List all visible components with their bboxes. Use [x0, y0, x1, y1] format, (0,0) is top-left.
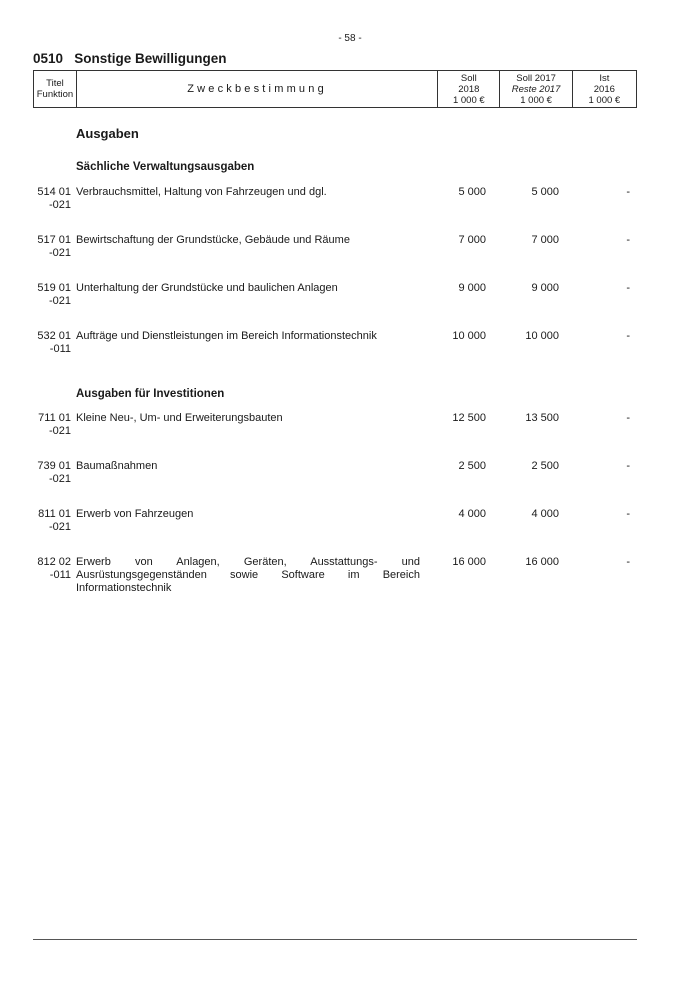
- titel-number: 519 01: [37, 282, 71, 294]
- header-ist-unit: 1 000 €: [588, 94, 621, 106]
- funktion-number: -011: [49, 569, 71, 581]
- ist-2016-value: -: [626, 330, 630, 342]
- titel-number: 812 02: [37, 556, 71, 568]
- soll-2017-value: 7 000: [531, 234, 559, 246]
- zweckbestimmung-text: Kleine Neu-, Um- und Erweiterungsbauten: [76, 412, 283, 424]
- soll-2018-value: 16 000: [452, 556, 486, 568]
- ist-2016-value: -: [626, 282, 630, 294]
- titel-funktion: [33, 412, 71, 438]
- zweckbestimmung-text: Verbrauchsmittel, Haltung von Fahrzeugen und dgl.: [76, 186, 327, 198]
- page-number: - 58 -: [338, 33, 362, 44]
- header-ist-label: Ist: [599, 72, 610, 84]
- funktion-number: -021: [48, 295, 71, 307]
- header-titel-funktion: [34, 71, 77, 108]
- zweckbestimmung-text: Bewirtschaftung der Grundstücke, Gebäude und Räume: [76, 234, 350, 246]
- group-heading-saechliche: Sächliche Verwaltungsausgaben: [76, 161, 255, 173]
- soll-2018-value: 4 000: [458, 508, 486, 520]
- zweckbestimmung-text: Unterhaltung der Grundstücke und baulichen Anlagen: [76, 282, 338, 294]
- funktion-number: -021: [48, 199, 71, 211]
- ist-2016-value: -: [626, 186, 630, 198]
- footer-divider: [33, 939, 637, 940]
- ist-2016-value: -: [626, 412, 630, 424]
- column-header-table: [33, 70, 637, 108]
- zweckbestimmung-text: Erwerb von Anlagen, Geräten, Ausstattungs- und Ausrüstungsgegenständen sowie Software im Bereich Informationstechnik: [76, 556, 420, 594]
- soll-2017-value: 10 000: [525, 330, 559, 342]
- soll-2018-value: 5 000: [458, 186, 486, 198]
- soll-2017-value: 16 000: [525, 556, 559, 568]
- soll-2017-value: 2 500: [531, 460, 559, 472]
- zweckbestimmung-text: Baumaßnahmen: [76, 460, 158, 472]
- section-title: 0510 Sonstige Bewilligungen: [33, 51, 227, 66]
- header-soll-2017: [500, 71, 572, 108]
- titel-number: 514 01: [37, 186, 71, 198]
- titel-funktion: [33, 556, 71, 582]
- header-zweckbestimmung: Zweckbestimmung: [76, 71, 437, 108]
- header-soll-2017-label: Soll 2017: [516, 72, 556, 84]
- soll-2017-value: 13 500: [525, 412, 559, 424]
- header-soll-2018: [438, 71, 500, 108]
- titel-funktion: [33, 186, 71, 212]
- titel-funktion: [33, 234, 71, 260]
- header-soll-2017-unit: 1 000 €: [520, 94, 552, 106]
- soll-2018-value: 7 000: [458, 234, 486, 246]
- soll-2018-value: 12 500: [452, 412, 486, 424]
- ist-2016-value: -: [626, 460, 630, 472]
- header-soll-2018-label: Soll: [460, 72, 477, 84]
- titel-funktion: [33, 330, 71, 356]
- titel-number: 811 01: [38, 508, 71, 520]
- soll-2017-value: 9 000: [531, 282, 559, 294]
- titel-number: 517 01: [37, 234, 71, 246]
- funktion-number: -021: [48, 521, 71, 533]
- soll-2018-value: 2 500: [458, 460, 486, 472]
- funktion-number: -021: [48, 425, 71, 437]
- titel-funktion: [33, 460, 71, 486]
- header-titel-label: Titel: [46, 78, 64, 89]
- funktion-number: -021: [48, 473, 71, 485]
- titel-number: 711 01: [38, 412, 71, 424]
- titel-number: 532 01: [37, 330, 71, 342]
- titel-funktion: [33, 508, 71, 534]
- funktion-number: -021: [48, 247, 71, 259]
- header-reste-2017-label: Reste 2017: [511, 83, 561, 95]
- header-soll-2018-year: 2018: [458, 83, 480, 95]
- ist-2016-value: -: [626, 556, 630, 568]
- group-heading-investitionen: Ausgaben für Investitionen: [76, 388, 225, 400]
- soll-2017-value: 4 000: [531, 508, 559, 520]
- ist-2016-value: -: [626, 234, 630, 246]
- zweckbestimmung-text: Erwerb von Fahrzeugen: [76, 508, 194, 520]
- heading-ausgaben: Ausgaben: [76, 126, 139, 141]
- ist-2016-value: -: [626, 508, 630, 520]
- header-funktion-label: Funktion: [36, 89, 74, 100]
- soll-2017-value: 5 000: [531, 186, 559, 198]
- funktion-number: -011: [49, 343, 71, 355]
- header-ist-2016: [572, 71, 636, 108]
- soll-2018-value: 10 000: [452, 330, 486, 342]
- titel-number: 739 01: [37, 460, 71, 472]
- titel-funktion: [33, 282, 71, 308]
- header-ist-year: 2016: [593, 83, 615, 95]
- header-soll-2018-unit: 1 000 €: [452, 94, 485, 106]
- soll-2018-value: 9 000: [458, 282, 486, 294]
- zweckbestimmung-text: Aufträge und Dienstleistungen im Bereich Informationstechnik: [76, 330, 377, 342]
